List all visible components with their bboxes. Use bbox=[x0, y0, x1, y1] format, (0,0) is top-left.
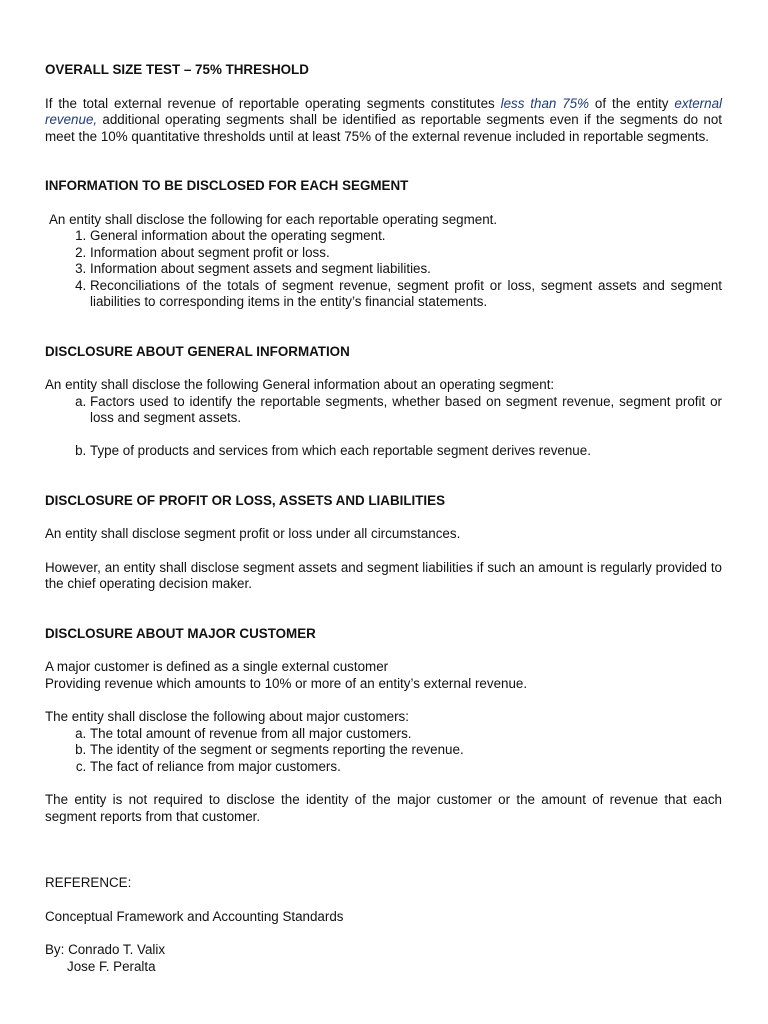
heading-info-disclosed: INFORMATION TO BE DISCLOSED FOR EACH SEGMENT bbox=[45, 178, 409, 193]
list-item: 4. Reconciliations of the totals of segment revenue, segment profit or loss, segment assets and segment liabilities to corresponding items in the entity’s financial statements. bbox=[90, 278, 722, 311]
list-item: a. Factors used to identify the reportable segments, whether based on segment revenue, segment profit or loss and segment assets. bbox=[90, 394, 722, 427]
paragraph-major-intro: The entity shall disclose the following about major customers: bbox=[45, 709, 409, 724]
list-info-items bbox=[45, 228, 722, 311]
highlight-external-revenue: external revenue, bbox=[45, 95, 723, 127]
heading-profit-loss: DISCLOSURE OF PROFIT OR LOSS, ASSETS AND LIABILITIES bbox=[45, 492, 446, 508]
paragraph-assets-liabilities: However, an entity shall disclose segment assets and segment liabilities if such an amount is regularly provided to the chief operating decision maker. bbox=[45, 559, 722, 591]
list-item: 2. Information about segment profit or loss. bbox=[90, 245, 722, 262]
paragraph-info-intro: An entity shall disclose the following for each reportable operating segment. bbox=[49, 211, 498, 227]
list-item: 1. General information about the operating segment. bbox=[90, 228, 722, 245]
list-item: 3. Information about segment assets and segment liabilities. bbox=[90, 261, 722, 278]
paragraph-threshold: If the total external revenue of reportable operating segments constitutes less than 75% of the entity external revenue, additional operating segments shall be identified as reportable segments even if the segments do not meet the 10% quantitative thresholds until at least 75% of the external revenue included in reportable segments. bbox=[45, 95, 723, 144]
heading-major-customer: DISCLOSURE ABOUT MAJOR CUSTOMER bbox=[45, 625, 316, 641]
list-item: b. The identity of the segment or segments reporting the revenue. bbox=[90, 742, 722, 759]
list-item: a. The total amount of revenue from all major customers. bbox=[90, 726, 722, 743]
paragraph-not-required: The entity is not required to disclose the identity of the major customer or the amount of revenue that each segment reports from that customer. bbox=[45, 792, 722, 824]
list-general-items bbox=[45, 394, 722, 460]
list-major-items bbox=[45, 726, 722, 776]
reference-label: REFERENCE: bbox=[45, 875, 132, 890]
reference-author1: By: Conrado T. Valix bbox=[45, 942, 166, 957]
reference-title: Conceptual Framework and Accounting Standards bbox=[45, 908, 344, 924]
paragraph-major-def1: A major customer is defined as a single external customer bbox=[45, 659, 389, 674]
reference-author2: Jose F. Peralta bbox=[67, 958, 156, 974]
list-item: c. The fact of reliance from major customers. bbox=[90, 759, 722, 776]
paragraph-general-intro: An entity shall disclose the following General information about an operating segment: bbox=[45, 377, 555, 392]
list-item: b. Type of products and services from which each reportable segment derives revenue. bbox=[90, 443, 722, 460]
paragraph-major-def2: Providing revenue which amounts to 10% or more of an entity’s external revenue. bbox=[45, 675, 528, 691]
document-body bbox=[45, 62, 722, 975]
heading-overall-size-test: OVERALL SIZE TEST – 75% THRESHOLD bbox=[45, 62, 309, 77]
highlight-less-than-75: less than 75% bbox=[500, 95, 590, 111]
heading-general-information: DISCLOSURE ABOUT GENERAL INFORMATION bbox=[45, 343, 350, 359]
paragraph-profit-loss: An entity shall disclose segment profit or loss under all circumstances. bbox=[45, 526, 461, 541]
